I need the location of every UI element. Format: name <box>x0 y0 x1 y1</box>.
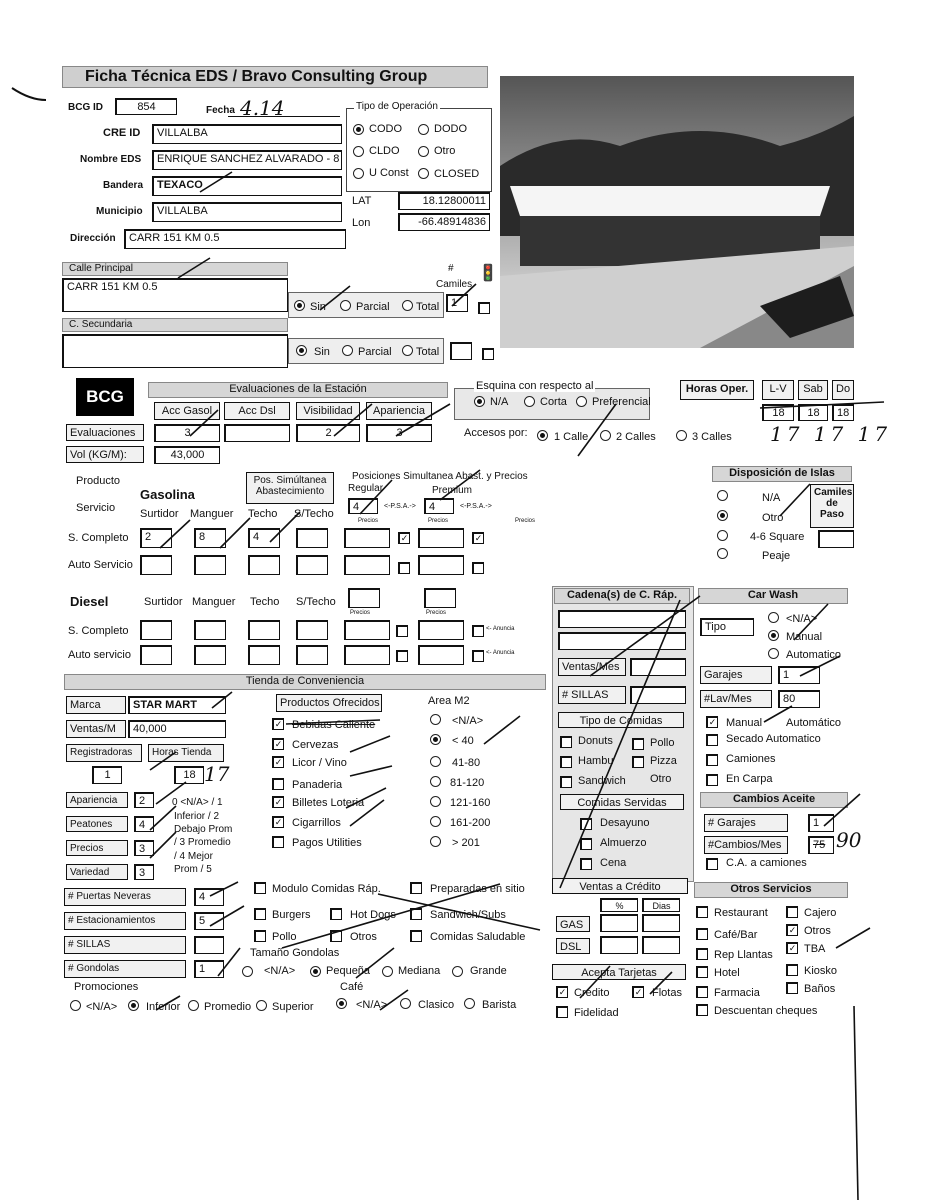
cw-manual-label: Manual <box>726 717 763 729</box>
tamano-label: Tamaño Gondolas <box>250 947 340 959</box>
dsl-col-techo: Techo <box>250 596 280 608</box>
lon-label: Lon <box>352 217 371 229</box>
gas-sc-label: S. Completo <box>68 532 129 544</box>
horas-tienda-field[interactable]: 18 <box>174 766 204 784</box>
lat-field[interactable]: 18.12800011 <box>398 192 490 210</box>
hours-sab-field[interactable]: 18 <box>798 404 828 421</box>
tam-grande-label: Grande <box>470 965 507 977</box>
visibilidad-label: Visibilidad <box>296 402 360 420</box>
cadena-sillas-label: # SILLAS <box>558 686 626 704</box>
disposicion-band: Disposición de Islas <box>712 466 852 482</box>
col-stecho: S/Techo <box>294 508 334 520</box>
precios-3: Precios <box>515 518 536 524</box>
area-200-label: 161-200 <box>450 817 491 829</box>
cafe-label: Café <box>340 981 364 993</box>
promo-na-label: <N/A> <box>86 1001 118 1013</box>
eval-variedad-field[interactable]: 3 <box>134 864 154 880</box>
eval-precios-field[interactable]: 3 <box>134 840 154 856</box>
ventas-mes-label: Ventas/Mes <box>558 658 626 676</box>
1calle-label: 1 Calle <box>554 431 589 443</box>
calle-principal-field[interactable]: CARR 151 KM 0.5 <box>62 278 288 312</box>
calle-secundaria-band: C. Secundaria <box>62 318 288 332</box>
evaluaciones-band: Evaluaciones de la Estación <box>148 382 448 398</box>
cambios-garajes-label: # Garajes <box>704 814 788 832</box>
cafe-na-label: <N/A> <box>356 999 388 1011</box>
direccion-label: Dirección <box>70 233 116 244</box>
scale-6: Prom / 5 <box>174 864 212 875</box>
hambu-label: Hambu <box>578 755 614 767</box>
donuts-label: Donuts <box>578 735 613 747</box>
cp-sin-label: Sin <box>310 301 326 313</box>
psa-1: <-P.S.A.-> <box>384 503 416 510</box>
chk-licor[interactable]: ✓ <box>272 756 284 768</box>
scale-5: / 4 Mejor <box>174 851 213 862</box>
gas-sc-surtidor[interactable]: 2 <box>140 528 172 548</box>
diesel-label: Diesel <box>70 594 109 609</box>
kiosko-label: Kiosko <box>804 965 838 977</box>
chk-bebidas[interactable]: ✓ <box>272 718 284 730</box>
tam-na-label: <N/A> <box>264 965 296 977</box>
precios-1: Precios <box>358 518 379 524</box>
esq-corta-label: Corta <box>540 396 567 408</box>
wash-na-label: <N/A> <box>786 613 818 625</box>
gondolas-field[interactable]: 1 <box>194 960 224 978</box>
cigarrillos-label: Cigarrillos <box>292 817 341 829</box>
cambios-mes-label: #Cambios/Mes <box>704 836 788 854</box>
ca-camiones-label: C.A. a camiones <box>726 857 807 869</box>
chk-tba[interactable]: ✓ <box>786 942 798 954</box>
day-lv-label: L-V <box>762 380 794 400</box>
cambios-garajes-field[interactable]: 1 <box>808 814 834 832</box>
dsl-sc-label: S. Completo <box>68 625 129 637</box>
promociones-label: Promociones <box>74 981 139 993</box>
traffic-light-icon: 🚦 <box>478 265 498 282</box>
modulo-label: Modulo Comidas Ráp. <box>272 883 381 895</box>
desayuno-label: Desayuno <box>600 817 650 829</box>
gas-sc-techo[interactable]: 4 <box>248 528 280 548</box>
horas-tienda-hand: 17 <box>204 762 230 786</box>
anuncia-2: <- Anuncia <box>486 650 515 656</box>
day-sab-label: Sab <box>798 380 828 400</box>
area-80-label: 41-80 <box>452 757 481 769</box>
eval-apariencia-label: Apariencia <box>66 792 128 808</box>
bcg-id-field[interactable]: 854 <box>115 98 177 115</box>
otros-label: Otros <box>804 925 831 937</box>
acc-gasol-field[interactable]: 3 <box>154 424 220 442</box>
gas-as-label: Auto Servicio <box>68 559 133 571</box>
tienda-otros-label: Otros <box>350 931 377 943</box>
chk-cervezas[interactable]: ✓ <box>272 738 284 750</box>
vol-field[interactable]: 43,000 <box>154 446 220 464</box>
col-manguer: Manguer <box>190 508 234 520</box>
cs-sin-label: Sin <box>314 346 330 358</box>
camiones-label: Camiones <box>726 753 776 765</box>
almuerzo-label: Almuerzo <box>600 837 647 849</box>
gas-sc-manguer[interactable]: 8 <box>194 528 226 548</box>
bebidas-label: Bebidas Caliente <box>292 719 376 731</box>
registradoras-field[interactable]: 1 <box>92 766 122 784</box>
vol-label: Vol (KG/M): <box>66 446 144 463</box>
apariencia-field[interactable]: 3 <box>366 424 432 442</box>
acc-dsl-label: Acc Dsl <box>224 402 290 420</box>
bandera-label: Bandera <box>103 180 144 191</box>
cena-label: Cena <box>600 857 627 869</box>
ventas-m-label: Ventas/M <box>66 720 126 738</box>
nombre-field[interactable]: ENRIQUE SANCHEZ ALVARADO - 8 <box>152 150 342 170</box>
psa-2: <-P.S.A.-> <box>460 503 492 510</box>
dsl-col-manguer: Manguer <box>192 596 236 608</box>
panaderia-label: Panaderia <box>292 779 343 791</box>
productos-ofrecidos-label: Productos Ofrecidos <box>276 694 382 712</box>
dsl-col-surtidor: Surtidor <box>144 596 183 608</box>
wash-auto-label: Automatico <box>786 649 842 661</box>
cp-total-label: Total <box>416 301 440 313</box>
cre-id-label: CRE ID <box>103 127 141 139</box>
sandwich-label: Sandwich <box>578 775 626 787</box>
cambios-mes-field[interactable]: 75 <box>808 836 834 854</box>
area-160-label: 121-160 <box>450 797 491 809</box>
registradoras-label: Registradoras <box>66 744 142 762</box>
licor-label: Licor / Vino <box>292 757 347 769</box>
regular-field[interactable]: 4 <box>348 498 378 514</box>
eval-peatones-label: Peatones <box>66 816 128 832</box>
eval-peatones-field[interactable]: 4 <box>134 816 154 832</box>
premium-label: Premium <box>432 485 473 496</box>
gas-sc-check-prem[interactable]: ✓ <box>472 532 484 544</box>
tipo-wash-label: Tipo <box>700 618 754 636</box>
dsl-credito-label: DSL <box>556 938 590 954</box>
pos-simultanea-label: Pos. Simúltanea Abastecimiento <box>246 472 334 504</box>
esq-na-label: N/A <box>490 396 509 408</box>
cs-parcial-label: Parcial <box>358 346 392 358</box>
chk-otros[interactable]: ✓ <box>786 924 798 936</box>
3calles-label: 3 Calles <box>692 431 732 443</box>
tba-label: TBA <box>804 943 826 955</box>
scale-2: Inferior / 2 <box>174 811 220 822</box>
anuncia-1: <- Anuncia <box>486 626 515 632</box>
2calles-label: 2 Calles <box>616 431 656 443</box>
scale-3: Debajo Prom <box>174 824 233 835</box>
en-carpa-label: En Carpa <box>726 773 773 785</box>
scale-1: 0 <N/A> / 1 <box>172 797 223 808</box>
fecha-label: Fecha <box>206 105 235 116</box>
pizza-label: Pizza <box>650 755 677 767</box>
cldo-label: CLDO <box>369 145 400 157</box>
cafe-clasico-label: Clasico <box>418 999 455 1011</box>
secado-label: Secado Automatico <box>726 733 821 745</box>
comidas-servidas-label: Comidas Servidas <box>560 794 684 810</box>
area-40-label: < 40 <box>452 735 474 747</box>
bandera-field[interactable]: TEXACO <box>152 176 342 196</box>
tam-pequena-label: Pequeña <box>326 965 371 977</box>
area-title: Area M2 <box>428 695 470 707</box>
tienda-sillas-label: # SILLAS <box>64 936 186 954</box>
camiles-field[interactable]: 1 <box>446 294 468 312</box>
tienda-band: Tienda de Conveniencia <box>64 674 546 690</box>
area-120-label: 81-120 <box>450 777 485 789</box>
pagos-label: Pagos Utilities <box>292 837 362 849</box>
col-techo: Techo <box>248 508 278 520</box>
garajes-field[interactable]: 1 <box>778 666 820 684</box>
isla-otro-label: Otro <box>762 512 784 524</box>
promo-superior-label: Superior <box>272 1001 314 1013</box>
estacionamientos-field[interactable]: 5 <box>194 912 224 930</box>
area-201-label: > 201 <box>452 837 480 849</box>
fecha-handwritten: 4.14 <box>240 96 285 120</box>
banos-label: Baños <box>804 983 836 995</box>
tipo-comidas-label: Tipo de Comidas <box>558 712 684 728</box>
flotas-label: Flotas <box>652 987 682 999</box>
ventas-credito-label: Ventas a Crédito <box>552 878 688 894</box>
esquina-title: Esquina con respecto al <box>476 380 594 392</box>
horas-tienda-label: Horas Tienda <box>148 744 224 762</box>
dsl-col-stecho: S/Techo <box>296 596 336 608</box>
acepta-tarjetas-label: Acepta Tarjetas <box>552 964 686 980</box>
cp-parcial-label: Parcial <box>356 301 390 313</box>
precios-2: Precios <box>428 518 449 524</box>
gas-sc-check-reg[interactable]: ✓ <box>398 532 410 544</box>
esq-pref-label: Preferencial <box>592 396 651 408</box>
pollo-label: Pollo <box>650 737 675 749</box>
municipio-field[interactable]: VILLALBA <box>152 202 342 222</box>
cervezas-label: Cervezas <box>292 739 339 751</box>
estacionamientos-label: # Estacionamientos <box>64 912 186 930</box>
cambios-mes-handwritten: 90 <box>836 828 862 852</box>
servicio-label: Servicio <box>76 502 116 514</box>
evaluaciones-row-label: Evaluaciones <box>66 424 144 441</box>
premium-field[interactable]: 4 <box>424 498 454 514</box>
municipio-label: Municipio <box>96 206 143 217</box>
otros-servicios-band: Otros Servicios <box>694 882 848 898</box>
calle-principal-band: Calle Principal <box>62 262 288 276</box>
cw-automatico-label: Automático <box>786 717 842 729</box>
cajero-label: Cajero <box>804 907 837 919</box>
cafe-barista-label: Barista <box>482 999 517 1011</box>
puertas-field[interactable]: 4 <box>194 888 224 906</box>
cadena-band: Cadena(s) de C. Ráp. <box>554 588 690 604</box>
camiles-label: Camiles <box>436 279 473 290</box>
hotel-label: Hotel <box>714 967 740 979</box>
visibilidad-field[interactable]: 2 <box>296 424 360 442</box>
scale-4: / 3 Promedio <box>174 837 231 848</box>
restaurant-label: Restaurant <box>714 907 768 919</box>
dias-label: Dias <box>642 898 680 912</box>
chk-credito[interactable]: ✓ <box>556 986 568 998</box>
garajes-label: Garajes <box>700 666 772 684</box>
regular-label: Regular <box>348 483 384 494</box>
farmacia-label: Farmacia <box>714 987 760 999</box>
ventas-m-field[interactable]: 40,000 <box>128 720 226 738</box>
eval-apariencia-field[interactable]: 2 <box>134 792 154 808</box>
cambios-aceite-band: Cambios Aceite <box>700 792 848 808</box>
producto-label: Producto <box>76 475 121 487</box>
codo-label: CODO <box>369 123 402 135</box>
nombre-label: Nombre EDS <box>80 154 142 165</box>
cs-total-label: Total <box>416 346 440 358</box>
descuentan-label: Descuentan cheques <box>714 1005 818 1017</box>
rep-llantas-label: Rep Llantas <box>714 949 773 961</box>
chk-flotas[interactable]: ✓ <box>632 986 644 998</box>
chk-billetes[interactable]: ✓ <box>272 796 284 808</box>
tipo-otro-label: Otro <box>650 773 672 785</box>
accesos-label: Accesos por: <box>464 427 528 439</box>
uconst-label: U Const <box>369 167 409 179</box>
apariencia-label: Apariencia <box>366 402 432 420</box>
dsl-precios-2: Precios <box>426 610 447 616</box>
lav-mes-label: #Lav/Mes <box>700 690 772 708</box>
preparadas-label: Preparadas en sitio <box>430 883 525 895</box>
acc-gasol-label: Acc Gasol <box>154 402 220 420</box>
form-title: Ficha Técnica EDS / Bravo Consulting Group <box>62 66 488 88</box>
tienda-pollo-label: Pollo <box>272 931 297 943</box>
gas-credito-label: GAS <box>556 916 590 932</box>
day-do-label: Do <box>832 380 854 400</box>
burgers-label: Burgers <box>272 909 311 921</box>
credito-label: Crédito <box>574 987 610 999</box>
tam-mediana-label: Mediana <box>398 965 441 977</box>
bcg-logo: BCG <box>76 378 134 416</box>
sandwich-subs-label: Sandwich/Subs <box>430 909 506 921</box>
billetes-label: Billetes Loteria <box>292 797 365 809</box>
closed-label: CLOSED <box>434 168 480 180</box>
horas-oper-label: Horas Oper. <box>680 380 754 400</box>
chk-cw-manual[interactable]: ✓ <box>706 716 718 728</box>
area-na-label: <N/A> <box>452 715 484 727</box>
isla-square-label: 4-6 Square <box>750 531 805 543</box>
cre-id-field[interactable]: VILLALBA <box>152 124 342 144</box>
bcg-id-label: BCG ID <box>68 102 103 113</box>
tipo-operacion-title: Tipo de Operación <box>356 101 438 112</box>
saludable-label: Comidas Saludable <box>430 931 526 943</box>
eval-variedad-label: Variedad <box>66 864 128 880</box>
dsl-precios-1: Precios <box>350 610 371 616</box>
dodo-label: DODO <box>434 123 467 135</box>
promo-promedio-label: Promedio <box>204 1001 252 1013</box>
isla-peaje-label: Peaje <box>762 550 791 562</box>
wash-manual-label: Manual <box>786 631 823 643</box>
pct-label: % <box>600 898 638 912</box>
isla-na-label: N/A <box>762 492 781 504</box>
hours-lv-field[interactable]: 18 <box>762 404 794 421</box>
direccion-field[interactable]: CARR 151 KM 0.5 <box>124 229 346 249</box>
chk-cigarrillos[interactable]: ✓ <box>272 816 284 828</box>
pos-precios-title: Posiciones Simultanea Abast. y Precios <box>352 471 528 482</box>
lav-mes-field[interactable]: 80 <box>778 690 820 708</box>
col-surtidor: Surtidor <box>140 508 179 520</box>
camiles-paso-label: Camiles de Paso <box>810 484 854 528</box>
promo-inferior-label: Inferior <box>146 1001 181 1013</box>
hours-handwritten: 17 17 17 <box>770 422 892 446</box>
hours-do-field[interactable]: 18 <box>832 404 854 421</box>
camiles-hash: # <box>448 263 454 274</box>
hotdogs-label: Hot Dogs <box>350 909 396 921</box>
puertas-label: # Puertas Neveras <box>64 888 186 906</box>
lon-field[interactable]: -66.48914836 <box>398 213 490 231</box>
otro-label: Otro <box>434 145 456 157</box>
gondolas-label: # Gondolas <box>64 960 186 978</box>
car-wash-band: Car Wash <box>698 588 848 604</box>
dsl-as-label: Auto servicio <box>68 649 131 661</box>
cafebar-label: Café/Bar <box>714 929 758 941</box>
lat-label: LAT <box>352 195 372 207</box>
marca-label: Marca <box>66 696 126 714</box>
fidelidad-label: Fidelidad <box>574 1007 619 1019</box>
gasolina-label: Gasolina <box>140 487 195 502</box>
eval-precios-label: Precios <box>66 840 128 856</box>
marca-field[interactable]: STAR MART <box>128 696 226 714</box>
